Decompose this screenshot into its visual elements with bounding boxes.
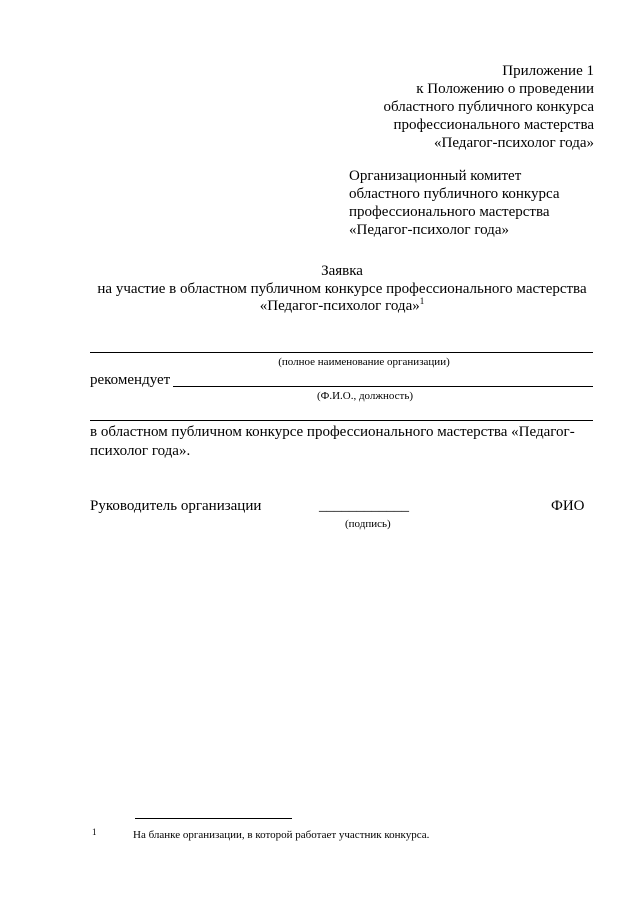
annex-header: [384, 62, 595, 152]
head-of-organization-label: Руководитель организации: [90, 498, 262, 514]
annex-line-1: Приложение 1: [502, 63, 594, 79]
position-line: [90, 420, 593, 421]
annex-line-3: областного публичного конкурса: [383, 99, 594, 115]
recommends-label: рекомендует: [90, 372, 171, 388]
organization-caption: (полное наименование организации): [278, 356, 450, 368]
application-subtitle: на участие в областном публичном конкурсе профессионального мастерства: [97, 281, 587, 297]
committee-line-2: областного публичного конкурса: [349, 186, 560, 202]
annex-line-2: к Положению о проведении: [416, 81, 594, 97]
footnote-separator: [135, 818, 292, 819]
committee-line-4: «Педагог-психолог года»: [349, 222, 509, 238]
signature-caption: (подпись): [345, 518, 391, 530]
contest-name-line: [90, 297, 594, 315]
contest-name: «Педагог-психолог года»: [259, 298, 420, 314]
organization-name-line: [90, 352, 593, 353]
person-name-line: [173, 386, 593, 387]
full-name-label: ФИО: [551, 498, 585, 514]
addressee-block: [349, 167, 560, 239]
participation-text-line-1: в областном публичном конкурсе профессионального мастерства «Педагог-: [90, 424, 575, 440]
person-caption: (Ф.И.О., должность): [316, 390, 414, 402]
footnote-text: На бланке организации, в которой работает участник конкурса.: [133, 829, 430, 841]
footnote-reference: 1: [419, 296, 425, 306]
annex-line-5: «Педагог-психолог года»: [434, 135, 594, 151]
committee-line-1: Организационный комитет: [349, 168, 522, 184]
application-title: Заявка: [321, 263, 363, 279]
participation-text-line-2: психолог года».: [90, 443, 191, 459]
footnote-number: 1: [92, 827, 97, 837]
signature-line: ____________: [319, 498, 409, 514]
committee-line-3: профессионального мастерства: [349, 204, 550, 220]
annex-line-4: профессионального мастерства: [393, 117, 594, 133]
